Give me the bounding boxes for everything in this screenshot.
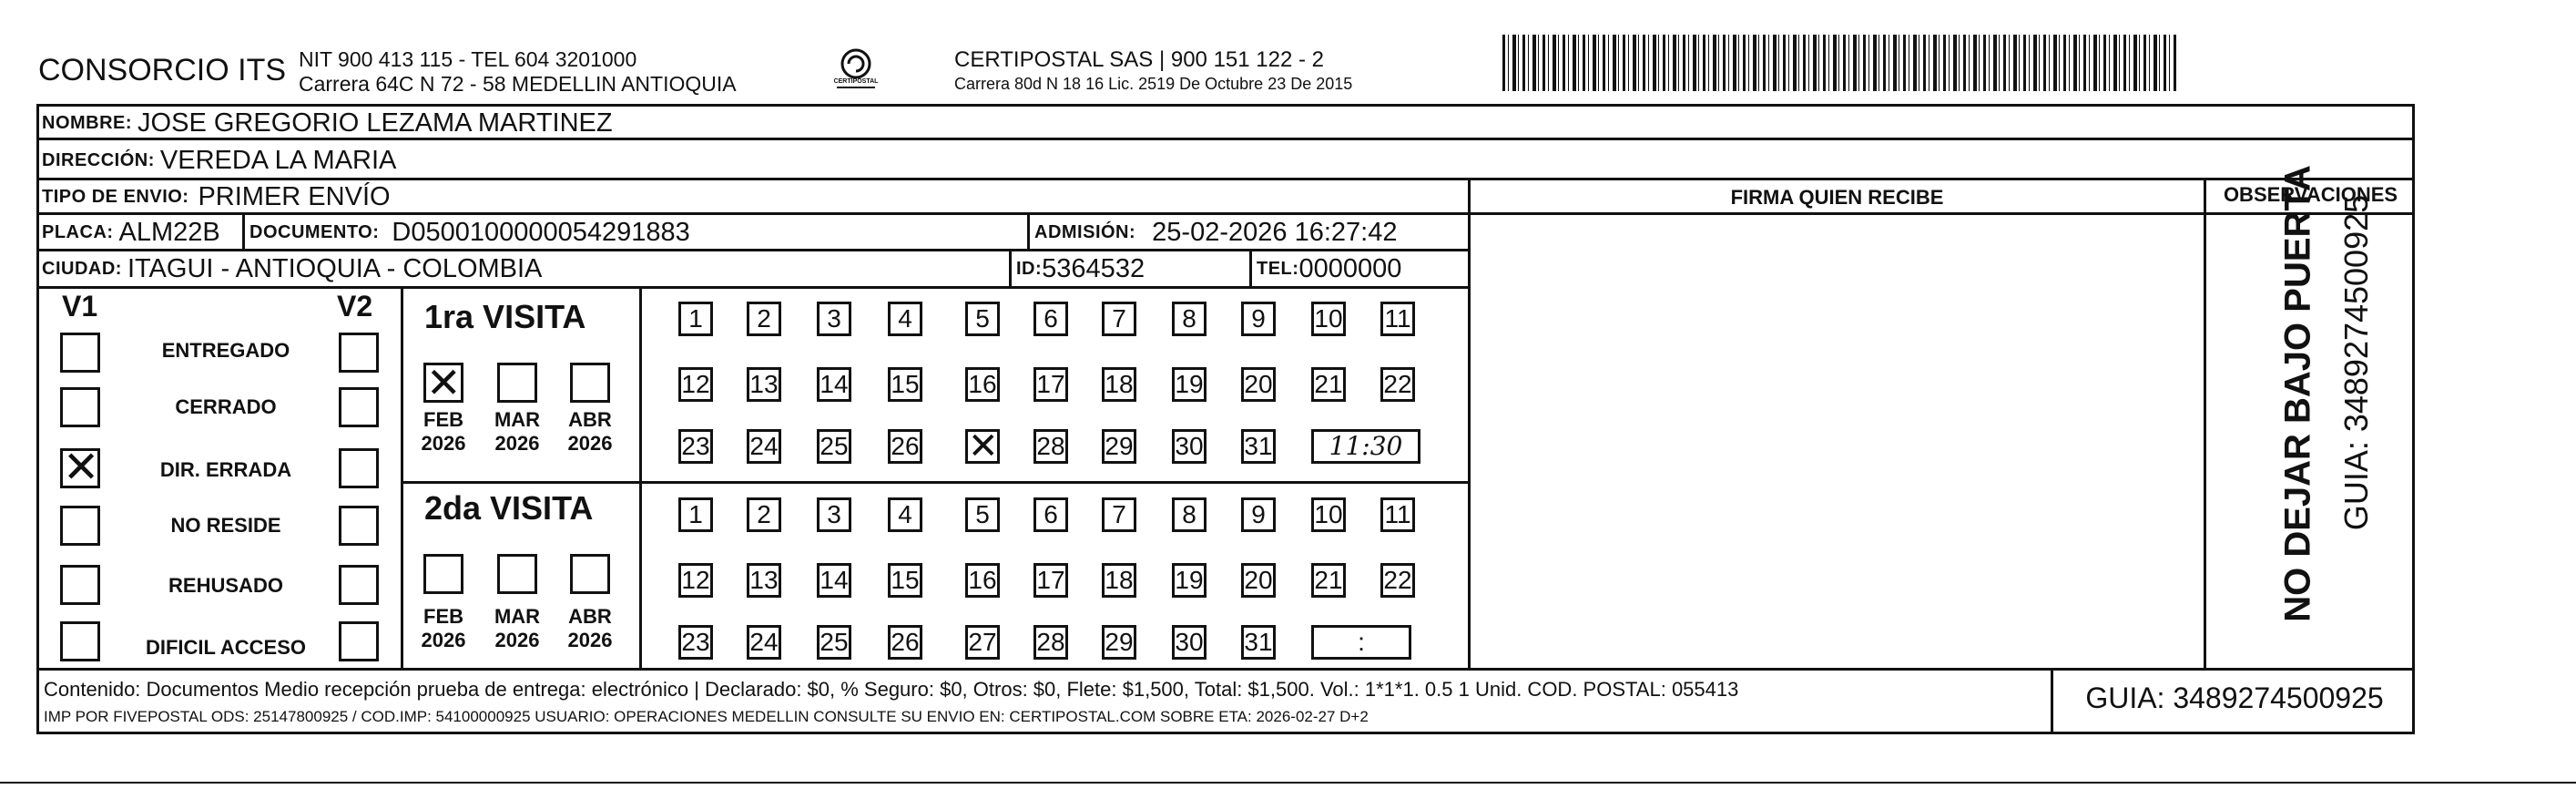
first-month-mar-label: MAR 2026 bbox=[494, 408, 541, 455]
second-visit-day-20[interactable]: 20 bbox=[1241, 563, 1276, 598]
firma-header: FIRMA QUIEN RECIBE bbox=[1730, 186, 1944, 209]
second-visit-day-5[interactable]: 5 bbox=[965, 497, 1000, 532]
second-visit-day-7[interactable]: 7 bbox=[1102, 497, 1136, 532]
second-visit-day-11[interactable]: 11 bbox=[1380, 497, 1415, 532]
tel-value: 0000000 bbox=[1298, 253, 1402, 283]
certipostal-line1: CERTIPOSTAL SAS | 900 151 122 - 2 bbox=[954, 47, 1324, 72]
status-rehusado-label: REHUSADO bbox=[168, 574, 283, 597]
v1-no-reside-checkbox[interactable] bbox=[60, 506, 100, 546]
tel-label: TEL: bbox=[1257, 258, 1299, 279]
v1-rehusado-checkbox[interactable] bbox=[60, 565, 100, 605]
first-visit-day-12[interactable]: 12 bbox=[678, 367, 713, 402]
second-visit-day-2[interactable]: 2 bbox=[747, 497, 781, 532]
second-visit-day-18[interactable]: 18 bbox=[1102, 563, 1136, 598]
v2-entregado-checkbox[interactable] bbox=[339, 333, 379, 373]
first-visit-day-13[interactable]: 13 bbox=[747, 367, 781, 402]
first-visit-day-20[interactable]: 20 bbox=[1241, 367, 1276, 402]
barcode bbox=[1502, 35, 2176, 91]
nombre-row bbox=[42, 108, 613, 138]
certipostal-logo bbox=[833, 46, 879, 100]
second-visit-day-19[interactable]: 19 bbox=[1172, 563, 1207, 598]
documento-row bbox=[249, 216, 690, 249]
placa-row bbox=[42, 216, 220, 249]
second-visit-day-22[interactable]: 22 bbox=[1380, 563, 1415, 598]
first-visit-day-29[interactable]: 29 bbox=[1102, 429, 1136, 464]
first-visit-title: 1ra VISITA bbox=[424, 298, 586, 335]
second-visit-day-28[interactable]: 28 bbox=[1033, 625, 1068, 660]
v1-dificil-acceso-checkbox[interactable] bbox=[60, 621, 100, 661]
ciudad-row bbox=[42, 252, 542, 285]
ciudad-value: ITAGUI - ANTIOQUIA - COLOMBIA bbox=[127, 253, 543, 283]
second-visit-day-25[interactable]: 25 bbox=[817, 625, 851, 660]
first-visit-day-10[interactable]: 10 bbox=[1311, 302, 1346, 336]
second-month-feb-label: FEB 2026 bbox=[421, 605, 466, 651]
footer-line2: IMP POR FIVEPOSTAL ODS: 25147800925 / COD.IMP: 54100000925 USUARIO: OPERACIONES MEDELLIN CONSULTE SU ENVIO EN: CERTIPOSTAL.COM SOBRE ETA: 2026-02-27 D+2 bbox=[44, 708, 1369, 725]
first-visit-day-17[interactable]: 17 bbox=[1033, 367, 1068, 402]
first-visit-day-26[interactable]: 26 bbox=[888, 429, 922, 464]
second-visit-title: 2da VISITA bbox=[424, 489, 594, 527]
status-no-reside-label: NO RESIDE bbox=[170, 514, 281, 537]
first-visit-day-4[interactable]: 4 bbox=[888, 302, 922, 336]
v1-dir-errada-checkbox[interactable]: ✕ bbox=[60, 448, 100, 488]
second-visit-day-1[interactable]: 1 bbox=[678, 497, 713, 532]
first-visit-day-23[interactable]: 23 bbox=[678, 429, 713, 464]
first-visit-day-3[interactable]: 3 bbox=[817, 302, 851, 336]
first-visit-day-25[interactable]: 25 bbox=[817, 429, 851, 464]
placa-value: ALM22B bbox=[118, 217, 220, 247]
second-visit-day-3[interactable]: 3 bbox=[817, 497, 851, 532]
v2-label: V2 bbox=[337, 290, 373, 323]
second-visit-month-feb-checkbox[interactable] bbox=[423, 554, 463, 594]
side-guia: GUIA: 3489274500925 bbox=[2337, 194, 2375, 531]
first-visit-day-8[interactable]: 8 bbox=[1172, 302, 1207, 336]
first-visit-day-15[interactable]: 15 bbox=[888, 367, 922, 402]
admision-value: 25-02-2026 16:27:42 bbox=[1152, 217, 1398, 247]
v2-cerrado-checkbox[interactable] bbox=[339, 387, 379, 427]
first-visit-day-5[interactable]: 5 bbox=[965, 302, 1000, 336]
second-visit-day-10[interactable]: 10 bbox=[1311, 497, 1346, 532]
second-visit-day-15[interactable]: 15 bbox=[888, 563, 922, 598]
first-visit-day-14[interactable]: 14 bbox=[817, 367, 851, 402]
second-visit-day-14[interactable]: 14 bbox=[817, 563, 851, 598]
v1-label: V1 bbox=[62, 290, 98, 323]
second-visit-day-13[interactable]: 13 bbox=[747, 563, 781, 598]
first-visit-month-feb-checkbox[interactable]: ✕ bbox=[423, 363, 463, 403]
first-visit-day-31[interactable]: 31 bbox=[1241, 429, 1276, 464]
second-visit-day-26[interactable]: 26 bbox=[888, 625, 922, 660]
first-visit-day-21[interactable]: 21 bbox=[1311, 367, 1346, 402]
footer-guia: GUIA: 3489274500925 bbox=[2085, 681, 2384, 714]
ciudad-label: CIUDAD: bbox=[42, 258, 122, 279]
first-month-abr-label: ABR 2026 bbox=[567, 408, 613, 455]
nombre-value: JOSE GREGORIO LEZAMA MARTINEZ bbox=[137, 108, 613, 138]
first-visit-day-18[interactable]: 18 bbox=[1102, 367, 1136, 402]
tipo-row bbox=[42, 180, 391, 213]
documento-label: DOCUMENTO: bbox=[249, 221, 380, 242]
first-visit-day-9[interactable]: 9 bbox=[1241, 302, 1276, 336]
v2-no-reside-checkbox[interactable] bbox=[339, 506, 379, 546]
status-entregado-label: ENTREGADO bbox=[161, 339, 290, 362]
second-visit-day-4[interactable]: 4 bbox=[888, 497, 922, 532]
tipo-label: TIPO DE ENVIO: bbox=[42, 186, 189, 207]
first-visit-day-27[interactable]: ✕ bbox=[965, 429, 1000, 464]
observaciones-header: OBSERVACIONES bbox=[2223, 183, 2398, 206]
second-visit-day-27[interactable]: 27 bbox=[965, 625, 1000, 660]
certipostal-line2: Carrera 80d N 18 16 Lic. 2519 De Octubre 23 De 2015 bbox=[954, 75, 1353, 93]
admision-label: ADMISIÓN: bbox=[1034, 221, 1136, 242]
second-visit-day-21[interactable]: 21 bbox=[1311, 563, 1346, 598]
second-visit-month-abr-checkbox[interactable] bbox=[570, 554, 610, 594]
first-visit-day-6[interactable]: 6 bbox=[1033, 302, 1068, 336]
company-nit-tel: NIT 900 413 115 - TEL 604 3201000 bbox=[299, 47, 637, 71]
status-dir-errada-label: DIR. ERRADA bbox=[159, 458, 292, 481]
first-visit-day-30[interactable]: 30 bbox=[1172, 429, 1207, 464]
v2-dificil-acceso-checkbox[interactable] bbox=[339, 621, 379, 661]
second-visit-day-17[interactable]: 17 bbox=[1033, 563, 1068, 598]
first-visit-day-7[interactable]: 7 bbox=[1102, 302, 1136, 336]
v2-dir-errada-checkbox[interactable] bbox=[339, 448, 379, 488]
v2-rehusado-checkbox[interactable] bbox=[339, 565, 379, 605]
status-dificil-acceso-label: DIFICIL ACCESO bbox=[145, 636, 306, 659]
second-visit-day-6[interactable]: 6 bbox=[1033, 497, 1068, 532]
id-value: 5364532 bbox=[1042, 253, 1145, 283]
second-visit-month-mar-checkbox[interactable] bbox=[497, 554, 537, 594]
first-visit-day-24[interactable]: 24 bbox=[747, 429, 781, 464]
second-visit-day-9[interactable]: 9 bbox=[1241, 497, 1276, 532]
first-month-feb-label: FEB 2026 bbox=[421, 408, 466, 455]
no-dejar-bajo-puerta: NO DEJAR BAJO PUERTA bbox=[2277, 165, 2318, 622]
second-visit-day-24[interactable]: 24 bbox=[747, 625, 781, 660]
first-visit-month-abr-checkbox[interactable] bbox=[570, 363, 610, 403]
second-month-abr-label: ABR 2026 bbox=[567, 605, 613, 651]
company-address: Carrera 64C N 72 - 58 MEDELLIN ANTIOQUIA bbox=[299, 72, 737, 96]
second-visit-day-30[interactable]: 30 bbox=[1172, 625, 1207, 660]
first-visit-day-16[interactable]: 16 bbox=[965, 367, 1000, 402]
v1-entregado-checkbox[interactable] bbox=[60, 333, 100, 373]
second-visit-day-16[interactable]: 16 bbox=[965, 563, 1000, 598]
first-visit-day-28[interactable]: 28 bbox=[1033, 429, 1068, 464]
direccion-label: DIRECCIÓN: bbox=[42, 149, 155, 170]
company-name: CONSORCIO ITS bbox=[38, 53, 287, 87]
second-month-mar-label: MAR 2026 bbox=[494, 605, 541, 651]
footer-line1: Contenido: Documentos Medio recepción prueba de entrega: electrónico | Declarado: $0, % Seguro: $0, Otros: $0, Flete: $1,500, Total: $1,500. Vol.: 1*1*1. 0.5 1 Unid. COD. POSTAL: 055413 bbox=[44, 678, 1739, 701]
second-visit-day-31[interactable]: 31 bbox=[1241, 625, 1276, 660]
second-visit-time-field[interactable]: : bbox=[1311, 625, 1411, 660]
first-visit-time-field[interactable]: 11:30 bbox=[1311, 429, 1420, 464]
second-visit-day-8[interactable]: 8 bbox=[1172, 497, 1207, 532]
first-visit-day-19[interactable]: 19 bbox=[1172, 367, 1207, 402]
direccion-row bbox=[42, 143, 396, 178]
logo-caption: CERTIPOSTAL bbox=[833, 78, 879, 85]
admision-row bbox=[1034, 216, 1397, 249]
second-visit-day-23[interactable]: 23 bbox=[678, 625, 713, 660]
tel-row bbox=[1257, 252, 1401, 285]
tipo-value: PRIMER ENVÍO bbox=[198, 181, 391, 211]
v1-cerrado-checkbox[interactable] bbox=[60, 387, 100, 427]
direccion-value: VEREDA LA MARIA bbox=[159, 145, 397, 175]
first-visit-month-mar-checkbox[interactable] bbox=[497, 363, 537, 403]
documento-value: D0500100000054291883 bbox=[392, 217, 690, 247]
id-row bbox=[1016, 252, 1145, 285]
nombre-label: NOMBRE: bbox=[42, 112, 133, 133]
status-cerrado-label: CERRADO bbox=[175, 395, 277, 418]
second-visit-day-29[interactable]: 29 bbox=[1102, 625, 1136, 660]
first-visit-day-2[interactable]: 2 bbox=[747, 302, 781, 336]
placa-label: PLACA: bbox=[42, 221, 114, 242]
id-label: ID: bbox=[1016, 258, 1043, 279]
first-visit-day-11[interactable]: 11 bbox=[1380, 302, 1415, 336]
first-visit-day-1[interactable]: 1 bbox=[678, 302, 713, 336]
first-visit-day-22[interactable]: 22 bbox=[1380, 367, 1415, 402]
second-visit-day-12[interactable]: 12 bbox=[678, 563, 713, 598]
